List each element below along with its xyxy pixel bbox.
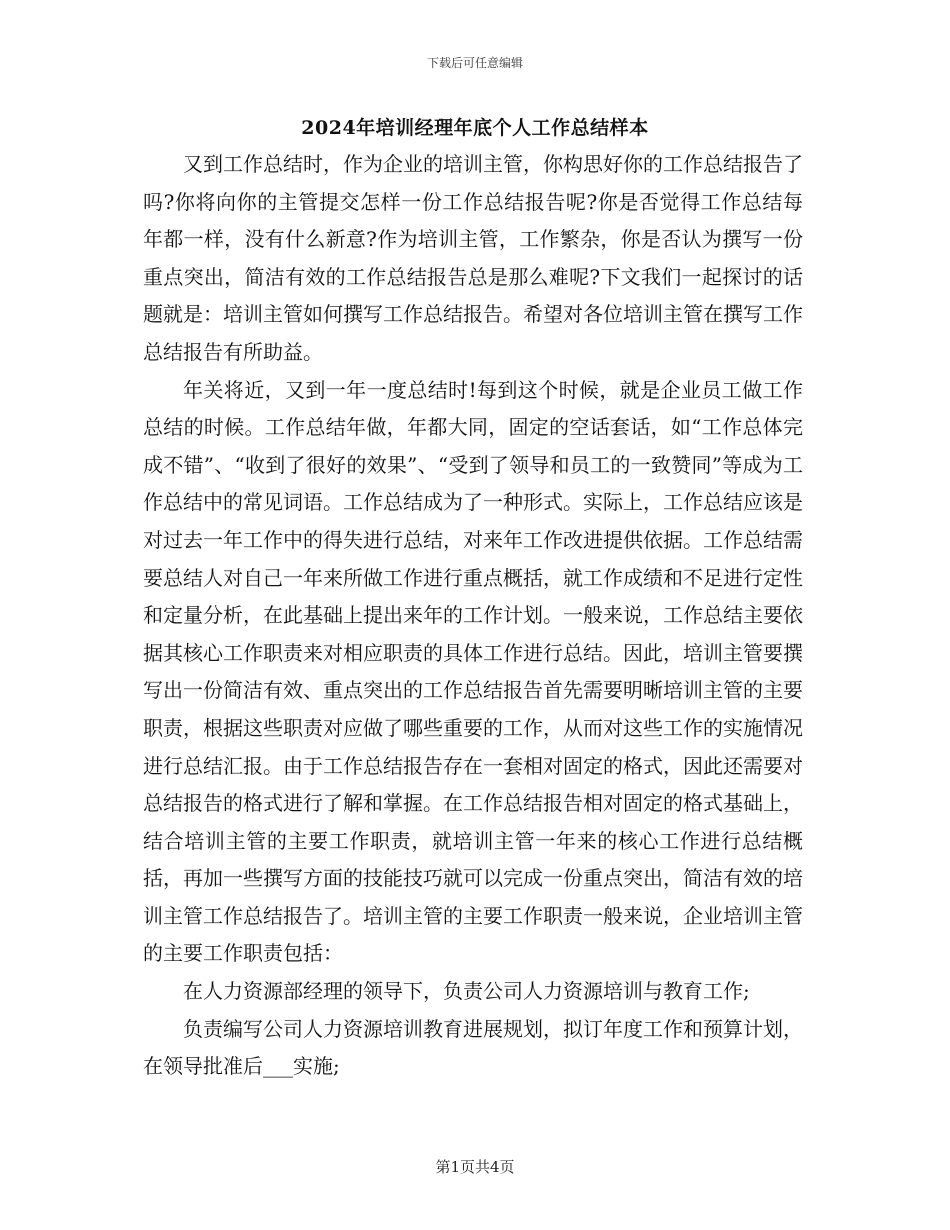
document-body (143, 146, 803, 1086)
paragraph-duty-2: 负责编写公司人力资源培训教育进展规划，拟订年度工作和预算计划，在领导批准后___实施; (143, 1016, 803, 1079)
document-title: 2024年培训经理年底个人工作总结样本 (301, 117, 649, 139)
page-number-footer: 第1页共4页 (435, 1158, 515, 1176)
paragraph-main: 年关将近，又到一年一度总结时!每到这个时候，就是企业员工做工作总结的时候。工作总结年做，年都大同，固定的空话套话，如“工作总体完成不错”、“收到了很好的效果”、“受到了领导和员工的一致赞同”等成为工作总结中的常见词语。工作总结成为了一种形式。实际上，工作总结应该是对过去一年工作中的得失进行总结，对来年工作改进提供依据。工作总结需要总结人对自己一年来所做工作进行重点概括，就工作成绩和不足进行定性和定量分析，在此基础上提出来年的工作计划。一般来说，工作总结主要依据其核心工作职责来对相应职责的具体工作进行总结。因此，培训主管要撰写出一份简洁有效、重点突出的工作总结报告首先需要明晰培训主管的主要职责，根据这些职责对应做了哪些重要的工作，从而对这些工作的实施情况进行总结汇报。由于工作总结报告存在一套相对固定的格式，因此还需要对总结报告的格式进行了解和掌握。在工作总结报告相对固定的格式基础上，结合培训主管的主要工作职责，就培训主管一年来的核心工作进行总结概括，再加一些撰写方面的技能技巧就可以完成一份重点突出，简洁有效的培训主管工作总结报告了。培训主管的主要工作职责一般来说，企业培训主管的主要工作职责包括： (143, 377, 803, 966)
paragraph-duty-1: 在人力资源部经理的领导下，负责公司人力资源培训与教育工作; (183, 979, 750, 1004)
paragraph-intro: 又到工作总结时，作为企业的培训主管，你构思好你的工作总结报告了吗?你将向你的主管提交怎样一份工作总结报告呢?你是否觉得工作总结每年都一样，没有什么新意?作为培训主管，工作繁杂，你是否认为撰写一份重点突出，简洁有效的工作总结报告总是那么难呢?下文我们一起探讨的话题就是：培训主管如何撰写工作总结报告。希望对各位培训主管在撰写工作总结报告有所助益。 (143, 152, 803, 364)
page-header-note: 下载后可任意编辑 (426, 56, 523, 70)
